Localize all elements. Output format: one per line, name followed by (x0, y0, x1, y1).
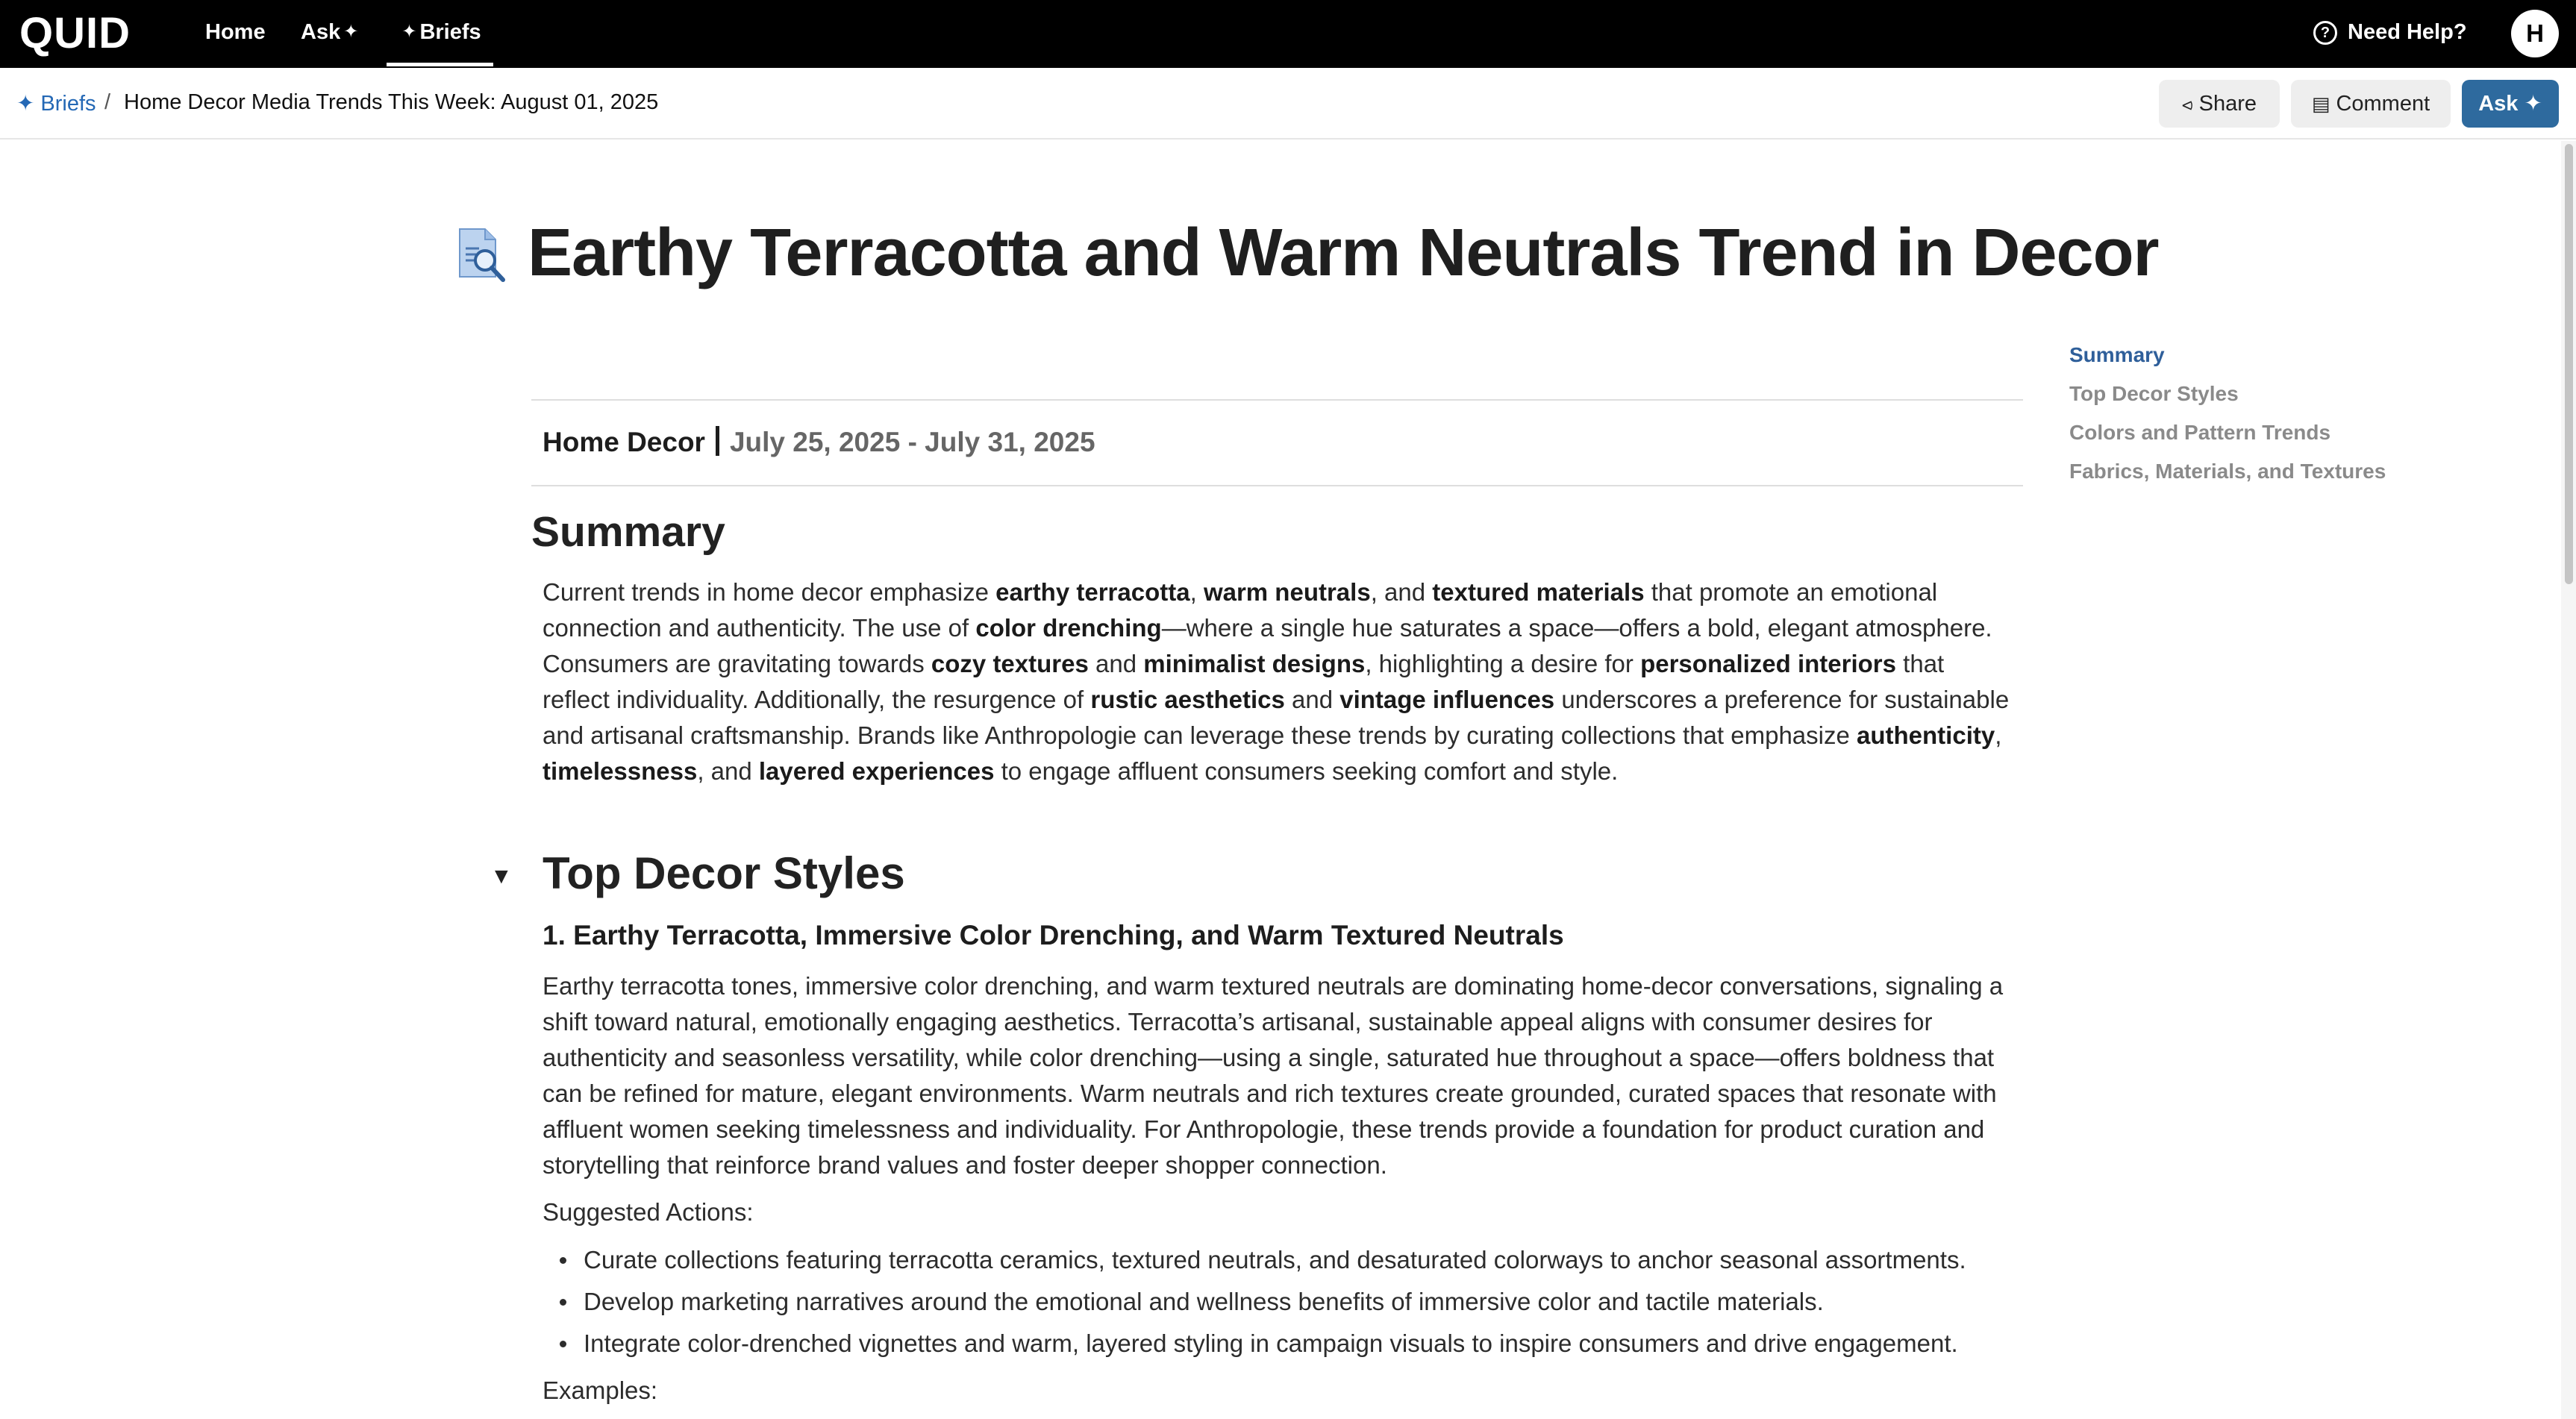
divider (531, 399, 2023, 401)
need-help-label: Need Help? (2348, 20, 2467, 44)
category-label: Home Decor (543, 427, 705, 457)
ask-label: Ask (2478, 92, 2519, 116)
trend-subheading: 1. Earthy Terracotta, Immersive Color Drenching, and Warm Textured Neutrals (543, 920, 1564, 950)
nav-ask[interactable] (301, 0, 361, 68)
brief-meta (543, 426, 1095, 458)
avatar[interactable]: H (2511, 10, 2559, 57)
nav-briefs-label: Briefs (419, 20, 481, 44)
trend-paragraph: Earthy terracotta tones, immersive color drenching, and warm textured neutrals are dominating home-decor conversations, signaling a shift toward natural, emotionally engaging aesthetics. Terracotta’s artisanal, sustainable appeal aligns with consumer desires for authenticity and seasonless versatility, while color drenching—using a single, saturated hue throughout a space—offers boldness that can be refined for mature, elegant environments. Warm neutrals and rich textures create grounded, curated spaces that resonate with affluent women seeking timelessness and individuality. For Anthropologie, these trends provide a foundation for product curation and storytelling that reinforce brand values and foster deeper shopper connection. (543, 972, 2004, 1179)
toc-item-fabrics-materials-textures[interactable]: Fabrics, Materials, and Textures (2069, 460, 2386, 483)
list-item: Develop marketing narratives around the emotional and wellness benefits of immersive color and tactile materials. (552, 1285, 1966, 1327)
share-label: Share (2198, 92, 2257, 116)
share-icon: ⪦ (2181, 93, 2193, 115)
spark-icon: ✦ (2524, 92, 2542, 116)
breadcrumb-briefs-link[interactable] (16, 90, 96, 116)
active-tab-indicator (387, 63, 493, 66)
summary-paragraph: Current trends in home decor emphasize earthy terracotta, warm neutrals, and textured materials that promote an emotional connection and authenticity. The use of color drenching—where a single hue saturates a space—offers a bold, elegant atmosphere. Consumers are gravitating towards cozy textures and minimalist designs, highlighting a desire for personalized interiors that reflect individuality. Additionally, the resurgence of rustic aesthetics and vintage influences underscores a preference for sustainable and artisanal craftsmanship. Brands like Anthropologie can leverage these trends by curating collections that emphasize authenticity, timelessness, and layered experiences to engage affluent consumers seeking comfort and style. (543, 578, 2010, 785)
comment-label: Comment (2336, 92, 2430, 116)
nav-ask-label: Ask (301, 20, 341, 44)
breadcrumb-current: Home Decor Media Trends This Week: August 01, 2025 (124, 90, 659, 114)
document-search-icon (457, 228, 509, 283)
top-decor-heading: Top Decor Styles (543, 848, 905, 898)
examples-label: Examples: (543, 1376, 658, 1404)
summary-heading: Summary (531, 508, 725, 556)
list-item: Curate collections featuring terracotta ceramics, textured neutrals, and desaturated colorways to anchor seasonal assortments. (552, 1244, 1966, 1285)
share-button[interactable] (2159, 80, 2280, 128)
quid-logo[interactable]: QUID (19, 9, 131, 57)
comment-icon: ▤ (2311, 93, 2330, 115)
collapse-triangle-icon[interactable]: ▼ (490, 864, 513, 889)
help-icon: ? (2313, 21, 2337, 45)
nav-home-label: Home (205, 20, 266, 44)
table-of-contents (2069, 343, 2386, 498)
breadcrumb-separator: / (104, 90, 111, 114)
toc-item-colors-and-pattern-trends[interactable]: Colors and Pattern Trends (2069, 421, 2331, 444)
nav-home[interactable] (205, 0, 266, 68)
suggested-actions-label: Suggested Actions: (543, 1198, 754, 1226)
scrollbar-thumb[interactable] (2565, 144, 2573, 584)
spark-icon: ✦ (343, 22, 359, 42)
top-nav-bar (0, 0, 2576, 68)
date-range: July 25, 2025 - July 31, 2025 (729, 427, 1095, 457)
comment-button[interactable] (2291, 80, 2451, 128)
divider (531, 485, 2023, 486)
list-item: Integrate color-drenched vignettes and warm, layered styling in campaign visuals to inspire consumers and drive engagement. (552, 1327, 1966, 1369)
suggested-actions-list (552, 1244, 1966, 1369)
breadcrumb-root-label: Briefs (40, 92, 96, 116)
spark-icon: ✦ (401, 22, 417, 42)
nav-briefs[interactable] (387, 0, 493, 68)
toc-item-top-decor-styles[interactable]: Top Decor Styles (2069, 382, 2239, 405)
need-help-button[interactable] (2313, 0, 2467, 68)
spark-icon: ✦ (16, 92, 35, 116)
page-title: Earthy Terracotta and Warm Neutrals Trend in Decor (528, 216, 2159, 290)
ask-button[interactable] (2462, 80, 2559, 128)
meta-separator (716, 426, 719, 456)
toc-item-summary[interactable]: Summary (2069, 343, 2165, 366)
